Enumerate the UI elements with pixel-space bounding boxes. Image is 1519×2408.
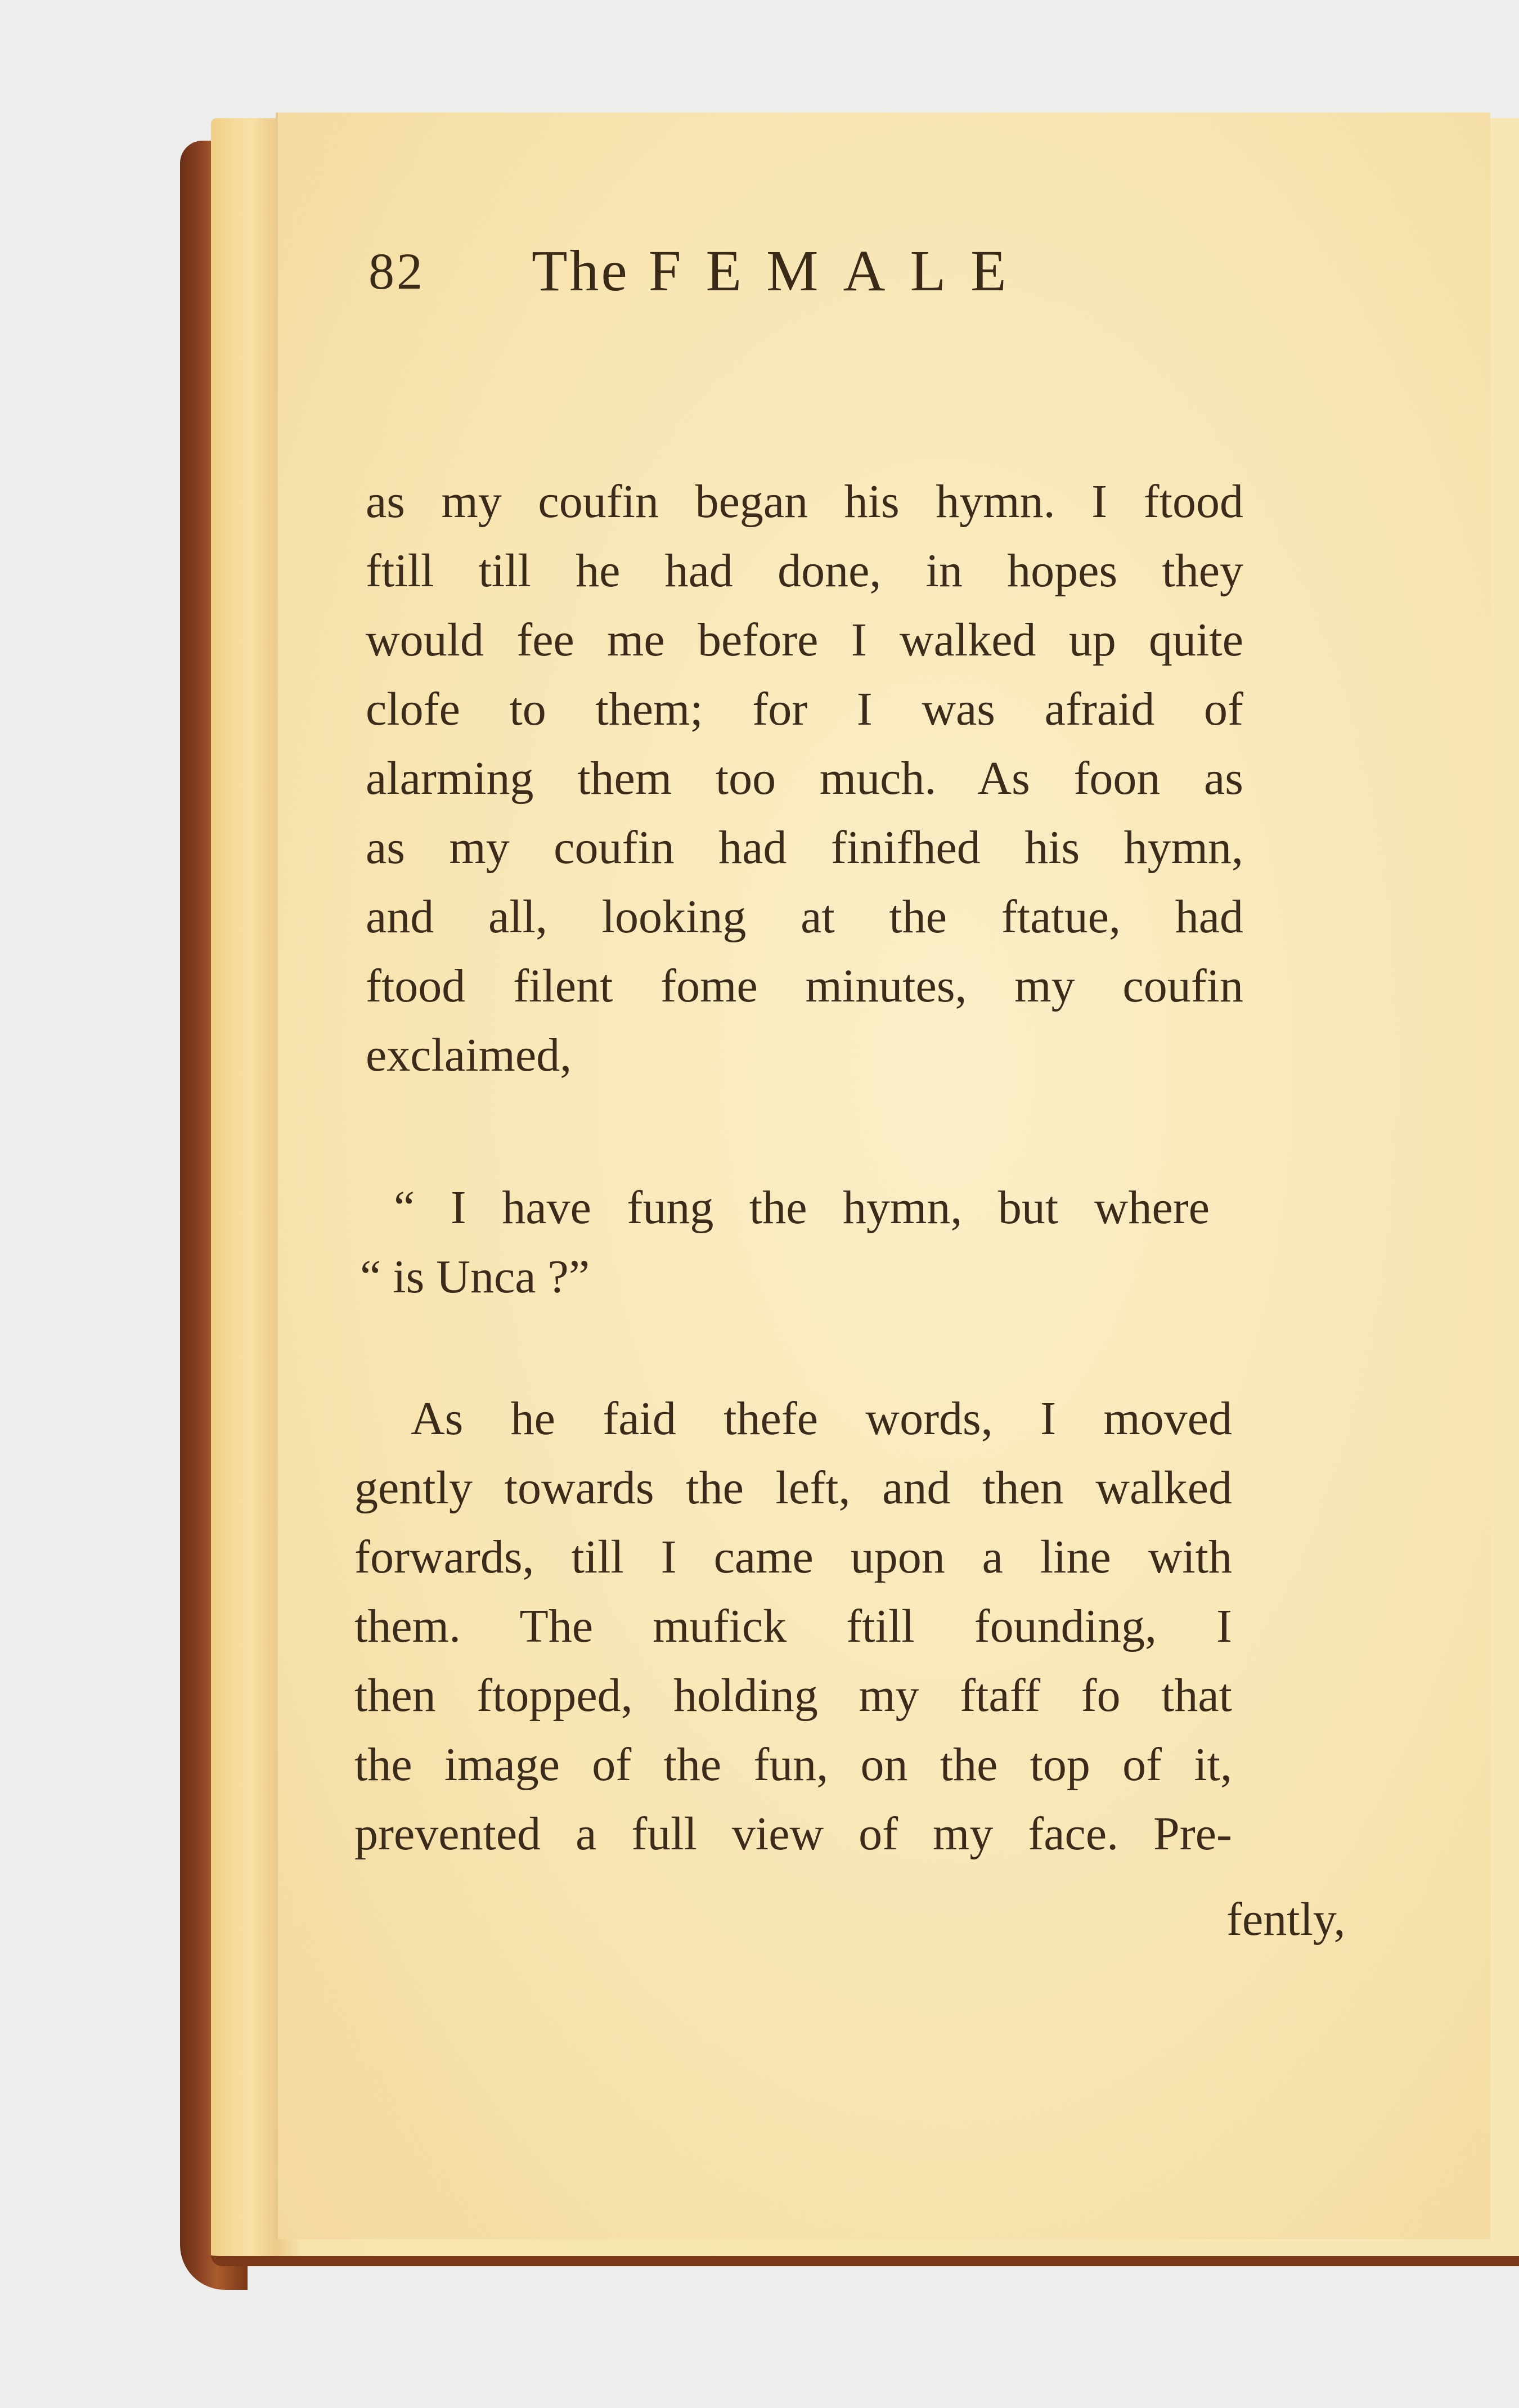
- paragraph-3: [354, 1384, 1232, 1868]
- paragraph-1: [366, 467, 1243, 1090]
- catchword: fently,: [1226, 1893, 1346, 1946]
- text-line: them. The mufick ftill founding, I: [354, 1600, 1232, 1652]
- text-line: would fee me before I walked up quite: [366, 614, 1243, 666]
- running-title-caps: FEMALE: [648, 239, 1031, 303]
- text-line: prevented a full view of my face. Pre-: [354, 1808, 1232, 1860]
- text-line: and all, looking at the ftatue, had: [366, 891, 1243, 943]
- text-line: gently towards the left, and then walked: [354, 1462, 1232, 1514]
- text-line: As he faid thefe words, I moved: [411, 1392, 1232, 1445]
- paragraph-2-quote: [360, 1173, 1210, 1311]
- text-line: alarming them too much. As foon as: [366, 752, 1243, 805]
- text-line: the image of the fun, on the top of it,: [354, 1738, 1232, 1791]
- text-line: then ftopped, holding my ftaff fo that: [354, 1669, 1232, 1722]
- text-line: “ is Unca ?”: [360, 1251, 590, 1303]
- running-title-the: The: [532, 239, 630, 303]
- text-line: exclaimed,: [366, 1029, 572, 1081]
- running-header: [368, 232, 1156, 311]
- text-line: “ I have fung the hymn, but where: [394, 1181, 1210, 1234]
- text-line: as my coufin had finifhed his hymn,: [366, 821, 1243, 874]
- page-number: 82: [368, 242, 425, 300]
- text-line: as my coufin began his hymn. I ftood: [366, 475, 1243, 528]
- text-line: clofe to them; for I was afraid of: [366, 683, 1243, 735]
- text-line: ftill till he had done, in hopes they: [366, 545, 1243, 597]
- text-line: ftood filent fome minutes, my coufin: [366, 960, 1243, 1012]
- running-title: [532, 232, 1031, 311]
- text-line: forwards, till I came upon a line with: [354, 1531, 1232, 1583]
